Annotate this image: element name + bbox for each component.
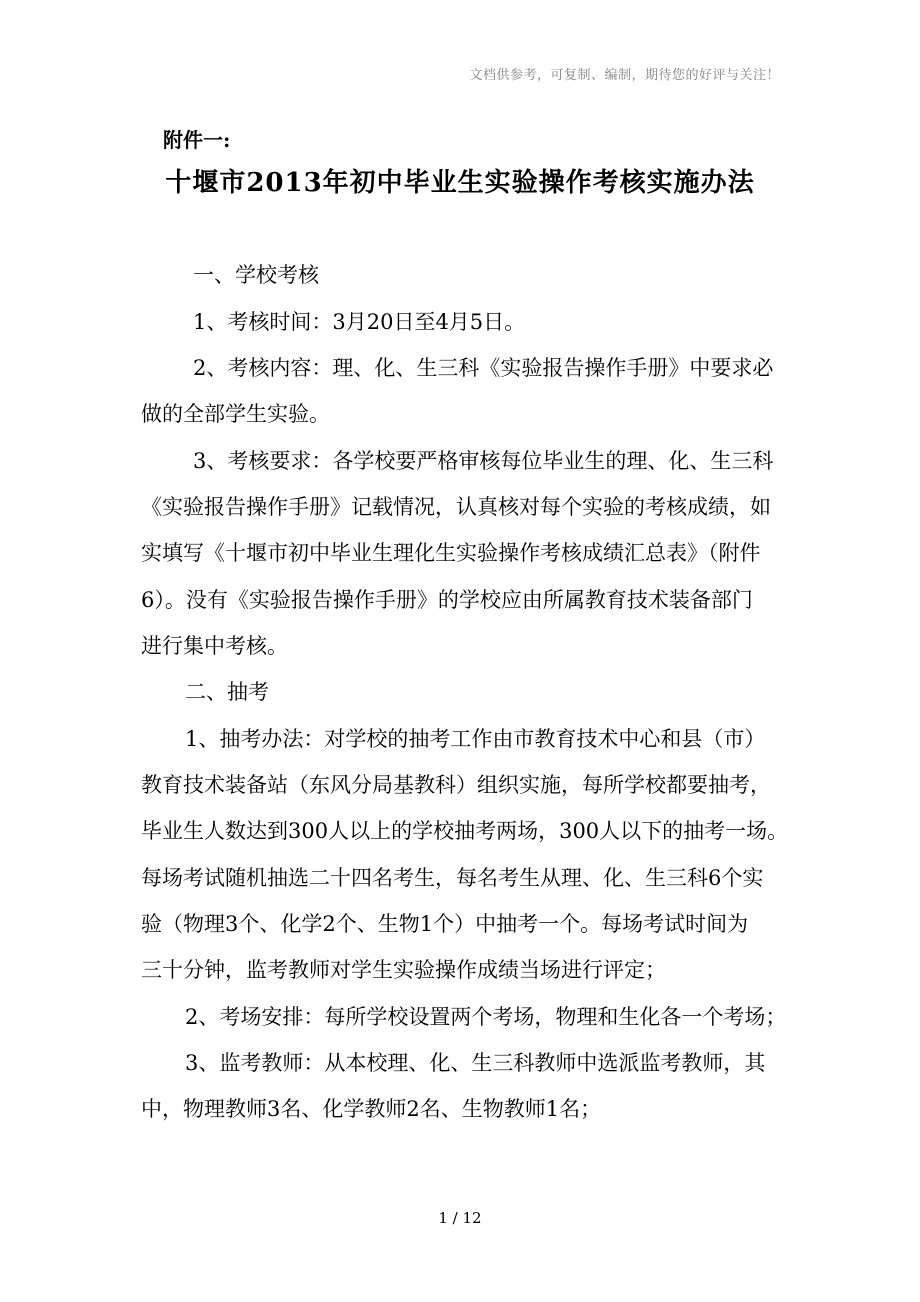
paragraph-line: 三十分钟，监考教师对学生实验操作成绩当场进行评定；	[141, 958, 666, 982]
paragraph-line: 1、考核时间：3月20日至4月5日。	[193, 310, 526, 334]
paragraph-line: 3、监考教师：从本校理、化、生三科教师中选派监考教师，其	[185, 1051, 766, 1075]
paragraph-line: 验（物理3个、化学2个、生物1个）中抽考一个。每场考试时间为	[141, 912, 749, 936]
page-number: 1 / 12	[438, 1209, 482, 1227]
paragraph-line: 教育技术装备站（东风分局基教科）组织实施，每所学校都要抽考，	[141, 773, 771, 797]
paragraph-line: 《实验报告操作手册》记载情况，认真核对每个实验的考核成绩，如	[141, 495, 771, 519]
header-note: 文档供参考，可复制、编制，期待您的好评与关注！	[469, 68, 780, 83]
paragraph-line: 2、考场安排：每所学校设置两个考场，物理和生化各一个考场；	[185, 1005, 787, 1029]
paragraph-line: 做的全部学生实验。	[141, 402, 330, 426]
paragraph-line: 中，物理教师3名、化学教师2名、生物教师1名；	[141, 1097, 602, 1121]
paragraph-line: 1、抽考办法：对学校的抽考工作由市教育技术中心和县（市）	[185, 727, 766, 751]
paragraph-line: 实填写《十堰市初中毕业生理化生实验操作考核成绩汇总表》（附件	[141, 541, 761, 565]
paragraph-line: 6）。没有《实验报告操作手册》的学校应由所属教育技术装备部门	[141, 588, 753, 612]
section-heading-school-assessment: 一、学校考核	[193, 263, 319, 287]
attachment-label: 附件一:	[163, 128, 231, 152]
paragraph-line: 每场考试随机抽选二十四名考生，每名考生从理、化、生三科6个实	[141, 866, 764, 890]
page-title: 十堰市2013年初中毕业生实验操作考核实施办法	[165, 168, 755, 198]
paragraph-line: 3、考核要求：各学校要严格审核每位毕业生的理、化、生三科	[193, 449, 774, 473]
section-heading-spot-check: 二、抽考	[185, 680, 269, 704]
paragraph-line: 毕业生人数达到300人以上的学校抽考两场，300人以下的抽考一场。	[141, 819, 789, 843]
paragraph-line: 进行集中考核。	[141, 634, 288, 658]
paragraph-line: 2、考核内容：理、化、生三科《实验报告操作手册》中要求必	[193, 356, 774, 380]
